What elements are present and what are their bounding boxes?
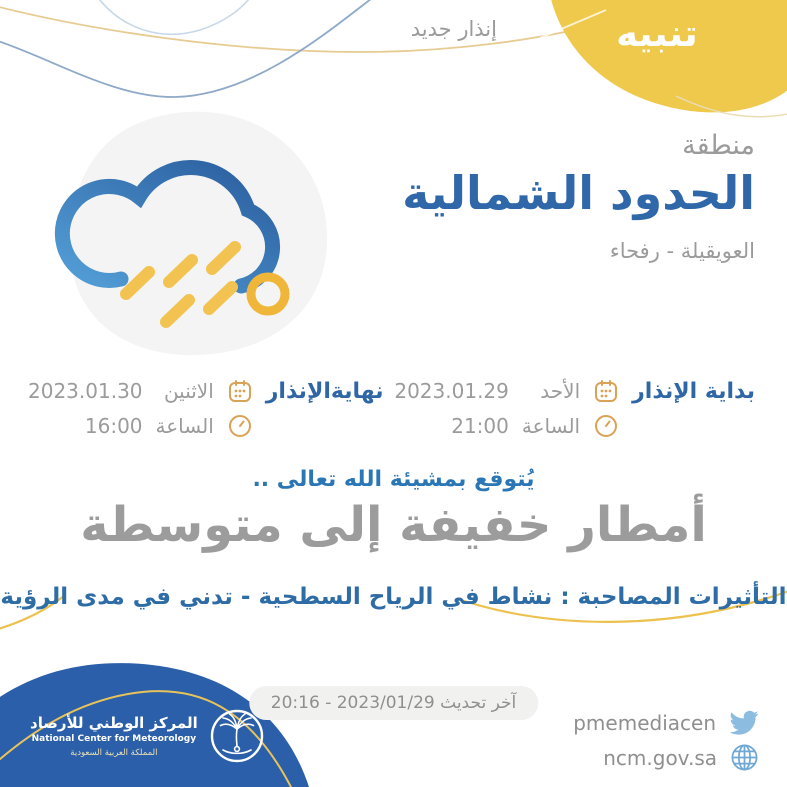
warning-end-block xyxy=(28,378,384,439)
website-row xyxy=(573,743,759,772)
spacer xyxy=(754,426,755,427)
forecast-phenomenon: أمطار خفيفة إلى متوسطة xyxy=(80,497,707,553)
last-update-pill: آخر تحديث 2023/01/29 - 20:16 xyxy=(249,686,538,720)
clock-icon xyxy=(227,413,253,439)
social-links xyxy=(573,710,759,772)
ncm-logo-english: National Center for Meteorology xyxy=(31,734,197,744)
warning-end-date: 2023.01.30 xyxy=(28,379,143,403)
calendar-icon xyxy=(593,378,619,404)
decor-arc-lightblue xyxy=(96,0,252,34)
website-url: ncm.gov.sa xyxy=(603,745,717,770)
decor-curve-yellow-top xyxy=(0,6,608,52)
warning-start-day: الأحد xyxy=(540,379,581,403)
spacer xyxy=(383,426,384,427)
warning-end-hour-label: الساعة xyxy=(155,414,214,438)
forecast-effects: التأثيرات المصاحبة : نشاط في الرياح السطحية - تدني في مدى الرؤية xyxy=(0,584,787,610)
warning-end-time: 16:00 xyxy=(84,414,143,438)
ncm-palm-emblem xyxy=(209,708,265,764)
region-areas: العويقيلة - رفحاء xyxy=(609,238,755,263)
alert-badge-label: تنبيه xyxy=(616,12,698,55)
warning-start-label: بداية الإنذار xyxy=(632,378,755,404)
ncm-logo-arabic: المركز الوطني للأرصاد xyxy=(30,714,198,732)
forecast-intro: يُتوقع بمشيئة الله تعالى .. xyxy=(252,467,535,492)
twitter-handle: pmemediacen xyxy=(573,711,716,735)
warning-start-hour-label: الساعة xyxy=(521,414,581,438)
warning-end-day: الاثنين xyxy=(163,379,214,403)
clock-icon xyxy=(593,413,619,439)
warning-start-date: 2023.01.29 xyxy=(394,379,509,403)
new-warning-label: إنذار جديد xyxy=(410,17,497,41)
warning-start-time: 21:00 xyxy=(451,414,509,438)
region-kicker: منطقة xyxy=(682,130,755,161)
twitter-icon xyxy=(729,710,759,736)
ncm-logo xyxy=(30,708,265,764)
ncm-logo-country: المملكة العربية السعودية xyxy=(70,748,158,758)
region-name: الحدود الشمالية xyxy=(402,166,755,221)
warning-start-block xyxy=(394,378,755,439)
region-block xyxy=(402,130,755,263)
twitter-row xyxy=(573,710,759,736)
gray-blob xyxy=(70,112,328,356)
weather-illustration xyxy=(36,104,336,366)
rain-cloud-icon xyxy=(36,104,336,366)
calendar-icon xyxy=(227,378,253,404)
alert-badge xyxy=(572,12,742,55)
globe-icon xyxy=(730,743,759,772)
warning-end-label: نهايةالإنذار xyxy=(265,378,384,404)
decor-curve-blue xyxy=(0,0,380,97)
ncm-logo-text xyxy=(30,714,198,758)
